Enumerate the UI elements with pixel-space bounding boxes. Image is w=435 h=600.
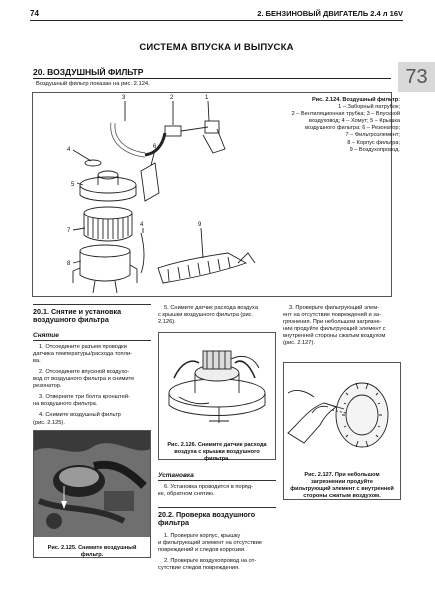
fig124-legend-line: 8 – Корпус фильтра; (347, 139, 400, 146)
removal-subheading: Снятие (33, 331, 59, 339)
text-line: 4. Снимите воздушный фильтр (39, 412, 121, 419)
removal-rule (33, 340, 151, 341)
text-line: повреждений и следов коррозии. (158, 547, 246, 554)
step-2 (33, 369, 151, 390)
caption-line: фильтра. (204, 456, 230, 462)
heading-line: фильтра (158, 518, 189, 528)
figure-2-125-box (33, 430, 151, 558)
section-20-heading: 20. ВОЗДУШНЫЙ ФИЛЬТР (33, 67, 144, 77)
text-line: резонатор. (33, 383, 62, 390)
chapter-title: 2. БЕНЗИНОВЫЙ ДВИГАТЕЛЬ 2.4 л 16V (257, 9, 403, 18)
text-line: (рис. 2.125). (33, 419, 65, 426)
text-line: внутренней стороны сжатым воздухом (283, 333, 386, 340)
caption-line: загрязнении продуйте (311, 479, 373, 485)
text-line: 5. Снимите датчик расхода воздуха (164, 305, 258, 311)
text-line: ент на отсутствие повреждений и за- (283, 312, 381, 319)
text-line: на воздушного фильтра. (33, 401, 98, 408)
section-20-rule (33, 78, 391, 79)
callout-6: 6 (153, 144, 157, 150)
caption-line: Рис. 2.126. Снимите датчик расхода (167, 442, 267, 448)
section-title: СИСТЕМА ВПУСКА И ВЫПУСКА (139, 42, 294, 53)
caption-line: фильтр. (80, 552, 104, 558)
text-line: ва. (33, 357, 41, 364)
fig124-legend-line: 2 – Вентиляционная трубка; 3 – Впускной (291, 111, 400, 118)
figure-2-126-caption (159, 442, 275, 463)
fig124-caption-title: Рис. 2.124. Воздушный фильтр: (311, 97, 400, 103)
column-3-top (283, 305, 401, 352)
text-line: ке, обратном снятию. (158, 490, 215, 497)
heading-line: воздушного фильтра (33, 315, 109, 325)
air-filter-exploded-diagram (33, 93, 263, 296)
callout-2: 2 (170, 95, 174, 101)
figure-2-124-caption (262, 97, 400, 154)
compressed-air-filter-drawing (284, 363, 400, 461)
text-line: с крышки воздушного фильтра (рис. (158, 312, 254, 319)
airflow-sensor-drawing (159, 333, 275, 431)
text-line: 2. Отсоедините впускной воздухо- (39, 368, 130, 375)
callout-7: 7 (67, 228, 71, 234)
caption-line: Рис. 2.127. При небольшом (304, 472, 380, 478)
subsection-20-2-heading (158, 511, 276, 528)
subsection-20-2-rule (158, 507, 276, 508)
installation-rule (158, 480, 276, 481)
check-1 (158, 533, 276, 554)
fig124-legend-line: 9 – Воздухопровод. (349, 146, 400, 153)
page-number: 74 (30, 9, 39, 18)
figure-2-127-caption (284, 472, 400, 500)
callout-9: 9 (198, 222, 202, 228)
callout-4a: 4 (67, 147, 71, 153)
text-line: датчика температуры/расхода топли- (33, 350, 133, 357)
heading-line: 20.2. Проверка воздушного (158, 509, 256, 519)
fig124-legend-line: воздушного фильтра; 6 – Резонатор; (305, 125, 400, 132)
text-line: (рис. 2.127). (283, 340, 315, 347)
step-1 (33, 344, 151, 365)
callout-5: 5 (71, 182, 75, 188)
fig124-legend-line: 7 – Фильтроэлемент; (345, 132, 400, 139)
figure-2-126-box (158, 332, 276, 460)
caption-line: стороны сжатым воздухом. (303, 493, 381, 499)
column-1 (33, 304, 151, 431)
text-line: вод от воздушного фильтра и снимите (33, 376, 135, 383)
caption-line: воздуха с крышки воздушного (174, 449, 260, 455)
text-line: 1. Проверьте корпус, крышку (164, 532, 241, 539)
callout-4b: 4 (140, 222, 144, 228)
caption-line: фильтрующий элемент с внутренней (290, 486, 394, 492)
step-5 (158, 305, 276, 326)
figure-2-127-box (283, 362, 401, 500)
text-line: 1. Отсоедините разъем проводки (39, 343, 127, 350)
text-line: 6. Установка проводится в поряд- (164, 483, 253, 490)
text-line: 3. Отверните три болта кронштей- (39, 394, 130, 401)
heading-line: 20.1. Снятие и установка (33, 306, 122, 316)
callout-8: 8 (67, 261, 71, 267)
check-2 (158, 558, 276, 572)
text-line: нии продуйте фильтрующий элемент с (283, 326, 386, 333)
text-line: сутствие следов повреждения. (158, 565, 240, 572)
text-line: 3. Проверьте фильтрующий элем- (289, 305, 380, 311)
step-4 (33, 412, 151, 426)
page-tab-number: 73 (398, 62, 435, 92)
text-line: 2. Проверьте воздухопровод на от- (164, 558, 257, 565)
column-1-rule (33, 304, 151, 305)
step-3 (33, 394, 151, 408)
callout-1: 1 (205, 95, 209, 101)
text-line: 2.126). (158, 319, 176, 326)
section-20-intro: Воздушный фильтр показан на рис. 2.124. (36, 81, 150, 87)
engine-bay-photo (34, 431, 150, 537)
step-3-inspect (283, 305, 401, 348)
installation-subheading: Установка (158, 472, 194, 479)
caption-line: Рис. 2.125. Снимите воздушный (47, 545, 137, 551)
column-2-top (158, 305, 276, 330)
figure-2-125-caption (34, 545, 150, 559)
fig124-legend-line: воздуховод; 4 – Хомут; 5 – Крышка (309, 118, 400, 125)
fig124-legend-line: 1 – Заборный патрубок; (338, 104, 400, 111)
text-line: грязнения. При небольшом загрязне- (283, 319, 382, 326)
callout-3: 3 (122, 95, 126, 101)
header-rule (30, 20, 403, 21)
column-2-bottom (158, 472, 276, 576)
step-6 (158, 484, 276, 498)
subsection-20-1-heading (33, 308, 151, 325)
text-line: и фильтрующий элемент на отсутствие (158, 539, 263, 546)
